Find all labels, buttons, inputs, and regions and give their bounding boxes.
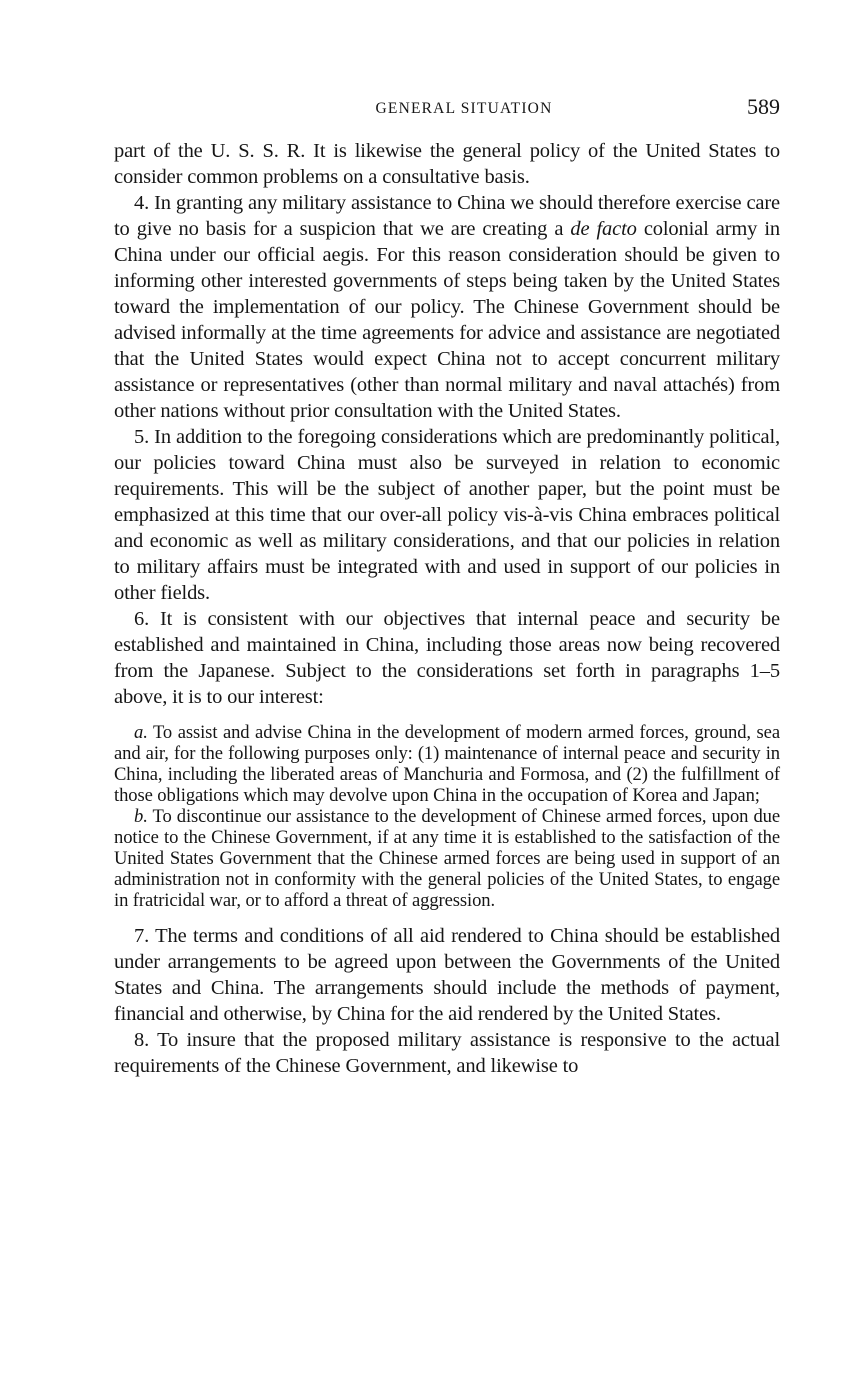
paragraph-5: 5. In addition to the foregoing considerations which are predominantly political, our policies toward China must also be surveyed in relation to economic requirements. This will be the subject of another paper, but the point must be emphasized at this time that our over-all policy vis-à-vis China embraces political and economic as well as military considerations, and that our policies in relation to military affairs must be integrated with and used in support of our policies in other fields. <box>114 426 780 604</box>
paragraph-6: 6. It is consistent with our objectives that internal peace and security be established and maintained in China, including those areas now being recovered from the Japanese. Subject to the considerations set forth in paragraphs 1–5 above, it is to our interest: <box>114 608 780 708</box>
subparagraph-b <box>114 806 780 911</box>
subparagraph-a-text: To assist and advise China in the development of modern armed forces, ground, sea and air, for the following purposes only: (1) maintenance of internal peace and security in China, including the liberated areas of Manchuria and Formosa, and (2) the fulfillment of those obligations which may devolve upon China in the occupation of Korea and Japan; <box>114 722 780 806</box>
subparagraph-b-text: To discontinue our assistance to the development of Chinese armed forces, upon due notice to the Chinese Government, if at any time it is established to the satisfaction of the United States Government that the Chinese armed forces are being used in support of an administration not in conformity with the general policies of the United States, to engage in fratricidal war, or to afford a threat of aggression. <box>114 806 780 911</box>
paragraph-7: 7. The terms and conditions of all aid rendered to China should be established under arrangements to be agreed upon between the Governments of the United States and China. The arrangements should include the methods of payment, financial and otherwise, by China for the aid rendered by the United States. <box>114 925 780 1025</box>
paragraph-continuation: part of the U. S. S. R. It is likewise the general policy of the United States to consider common problems on a consultative basis. <box>114 140 780 188</box>
subparagraph-b-letter: b. <box>134 806 148 827</box>
body-text <box>114 138 780 1079</box>
page-number: 589 <box>747 94 780 119</box>
running-title: GENERAL SITUATION <box>375 100 553 117</box>
running-header <box>114 94 780 124</box>
paragraph-4 <box>114 190 780 424</box>
subparagraph-list <box>114 722 780 911</box>
subparagraph-a <box>114 722 780 806</box>
paragraph-4-part-1: 4. In granting any military assistance to China we should therefore exercise care to give no basis for a suspicion that we are creating a <box>114 192 780 240</box>
paragraph-4-part-2: colonial army in China under our official aegis. For this reason consideration should be given to informing other interested governments of steps being taken by the United States toward the implementation of our policy. The Chinese Government should be advised informally at the time agreements for advice and assistance are negotiated that the United States would expect China not to accept concurrent military assistance or representatives (other than normal military and naval attachés) from other nations without prior consultation with the United States. <box>114 218 780 422</box>
document-page <box>114 94 780 1079</box>
paragraph-8: 8. To insure that the proposed military assistance is responsive to the actual requirements of the Chinese Government, and likewise to <box>114 1029 780 1077</box>
subparagraph-a-letter: a. <box>134 722 148 743</box>
paragraph-4-italic-term: de facto <box>570 218 637 240</box>
